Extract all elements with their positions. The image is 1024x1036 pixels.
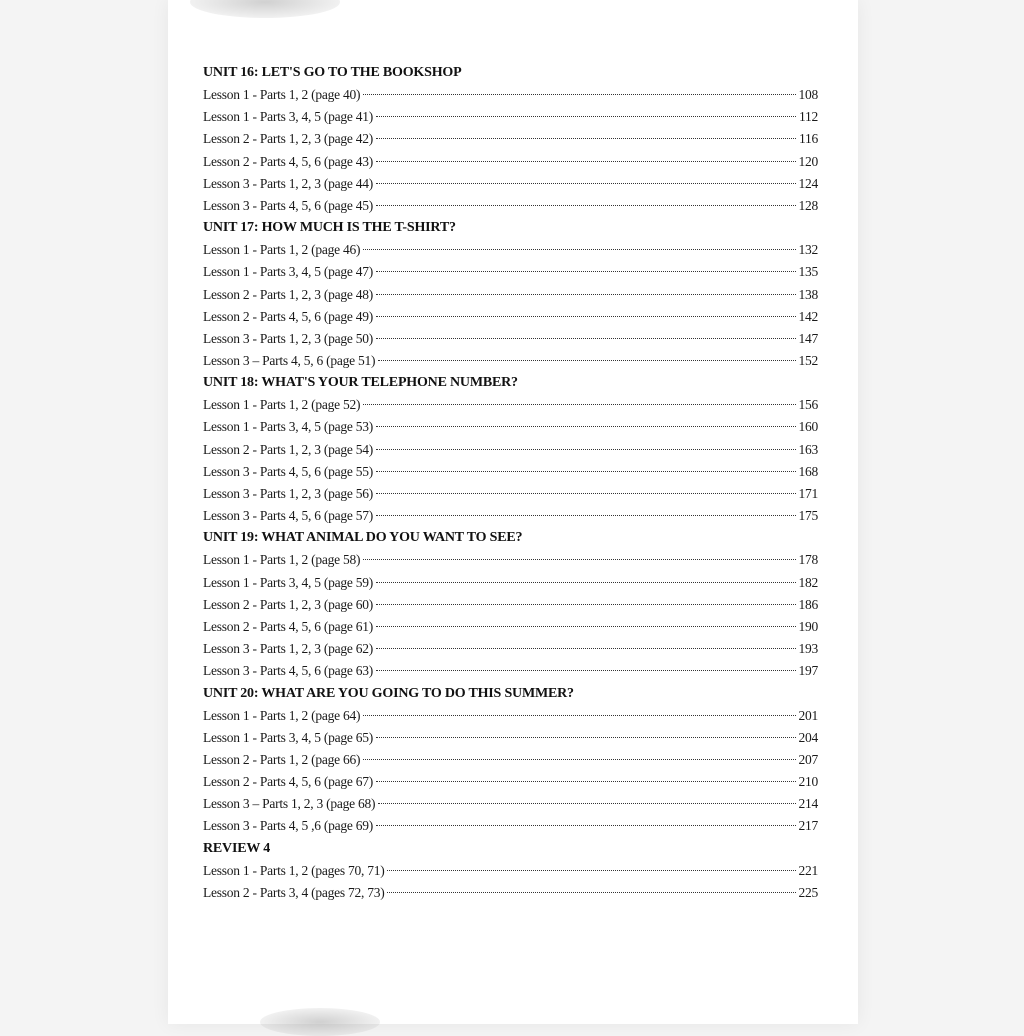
dot-leader <box>387 892 795 893</box>
entry-page-number: 124 <box>798 175 818 191</box>
entry-page-number: 112 <box>799 109 818 125</box>
dot-leader <box>363 94 795 95</box>
toc-entry <box>203 461 818 483</box>
toc-entry <box>203 705 818 727</box>
toc-entry <box>203 616 818 638</box>
entry-page-number: 152 <box>798 353 818 369</box>
entry-page-number: 156 <box>798 397 818 413</box>
unit-heading: UNIT 17: HOW MUCH IS THE T-SHIRT? <box>203 220 456 236</box>
toc-entry <box>203 549 818 571</box>
toc-entry <box>203 328 818 350</box>
toc-entry <box>203 84 818 106</box>
toc-entry <box>203 882 818 904</box>
entry-label: Lesson 2 - Parts 1, 2, 3 (page 48) <box>203 286 373 302</box>
dot-leader <box>376 449 796 450</box>
entry-page-number: 120 <box>798 153 818 169</box>
dot-leader <box>376 205 796 206</box>
toc-entry <box>203 860 818 882</box>
entry-label: Lesson 2 - Parts 1, 2, 3 (page 60) <box>203 596 373 612</box>
entry-label: Lesson 1 - Parts 3, 4, 5 (page 41) <box>203 109 373 125</box>
entry-page-number: 197 <box>798 663 818 679</box>
dot-leader <box>376 338 796 339</box>
toc-entry <box>203 572 818 594</box>
toc-entry <box>203 505 818 527</box>
dot-leader <box>387 870 795 871</box>
dot-leader <box>363 404 795 405</box>
entry-label: Lesson 1 - Parts 1, 2 (page 52) <box>203 397 361 413</box>
entry-page-number: 138 <box>798 286 818 302</box>
dot-leader <box>376 604 796 605</box>
unit-heading: UNIT 19: WHAT ANIMAL DO YOU WANT TO SEE? <box>203 530 523 546</box>
toc-entry <box>203 594 818 616</box>
dot-leader <box>376 426 796 427</box>
dot-leader <box>363 715 795 716</box>
toc-entry <box>203 638 818 660</box>
entry-page-number: 217 <box>798 818 818 834</box>
toc-entry <box>203 793 818 815</box>
entry-page-number: 147 <box>798 330 818 346</box>
toc-entry <box>203 439 818 461</box>
entry-page-number: 190 <box>798 618 818 634</box>
entry-page-number: 221 <box>798 862 818 878</box>
toc-entry <box>203 239 818 261</box>
dot-leader <box>376 670 796 671</box>
entry-page-number: 116 <box>799 131 818 147</box>
entry-page-number: 108 <box>798 87 818 102</box>
entry-label: Lesson 1 - Parts 3, 4, 5 (page 65) <box>203 729 373 745</box>
toc-entry <box>203 483 818 505</box>
entry-label: Lesson 1 - Parts 1, 2 (page 58) <box>203 552 361 568</box>
toc-entry <box>203 284 818 306</box>
entry-label: Lesson 1 - Parts 1, 2 (page 40) <box>203 87 361 102</box>
entry-page-number: 163 <box>798 441 818 457</box>
entry-label: Lesson 3 - Parts 4, 5, 6 (page 55) <box>203 463 373 479</box>
entry-page-number: 135 <box>798 264 818 280</box>
entry-label: Lesson 2 - Parts 4, 5, 6 (page 49) <box>203 308 373 324</box>
entry-page-number: 182 <box>798 574 818 590</box>
dot-leader <box>376 161 796 162</box>
dot-leader <box>376 493 796 494</box>
entry-page-number: 171 <box>798 486 818 501</box>
dot-leader <box>376 471 796 472</box>
dot-leader <box>376 582 796 583</box>
toc-entry <box>203 749 818 771</box>
dot-leader <box>376 138 796 139</box>
entry-page-number: 168 <box>798 463 818 479</box>
toc-entry <box>203 106 818 128</box>
entry-label: Lesson 1 - Parts 3, 4, 5 (page 53) <box>203 419 373 435</box>
dot-leader <box>376 648 796 649</box>
toc-entry <box>203 261 818 283</box>
entry-page-number: 128 <box>798 197 818 213</box>
entry-label: Lesson 1 - Parts 3, 4, 5 (page 59) <box>203 574 373 590</box>
dot-leader <box>378 803 795 804</box>
toc-entry <box>203 416 818 438</box>
entry-page-number: 225 <box>798 884 818 900</box>
entry-label: Lesson 2 - Parts 1, 2, 3 (page 42) <box>203 131 373 147</box>
entry-page-number: 201 <box>798 707 818 723</box>
entry-label: Lesson 3 – Parts 1, 2, 3 (page 68) <box>203 796 376 812</box>
table-of-contents <box>203 62 818 904</box>
entry-page-number: 175 <box>798 508 818 524</box>
toc-entry <box>203 151 818 173</box>
toc-entry <box>203 660 818 682</box>
entry-label: Lesson 1 - Parts 1, 2 (pages 70, 71) <box>203 862 385 878</box>
dot-leader <box>376 626 796 627</box>
entry-page-number: 178 <box>798 552 818 568</box>
toc-entry <box>203 128 818 150</box>
entry-page-number: 214 <box>798 796 818 812</box>
entry-label: Lesson 3 - Parts 1, 2, 3 (page 50) <box>203 330 373 346</box>
toc-entry <box>203 815 818 837</box>
entry-label: Lesson 2 - Parts 3, 4 (pages 72, 73) <box>203 884 385 900</box>
entry-page-number: 142 <box>798 308 818 324</box>
dot-leader <box>376 515 796 516</box>
dot-leader <box>376 825 796 826</box>
entry-label: Lesson 2 - Parts 1, 2, 3 (page 54) <box>203 441 373 457</box>
toc-entry <box>203 727 818 749</box>
entry-label: Lesson 3 - Parts 1, 2, 3 (page 44) <box>203 175 373 191</box>
dot-leader <box>378 360 795 361</box>
entry-page-number: 204 <box>798 729 818 745</box>
dot-leader <box>376 271 796 272</box>
entry-page-number: 207 <box>798 751 818 767</box>
dot-leader <box>376 183 796 184</box>
dot-leader <box>363 559 795 560</box>
entry-label: Lesson 2 - Parts 4, 5, 6 (page 61) <box>203 618 373 634</box>
unit-heading: UNIT 18: WHAT'S YOUR TELEPHONE NUMBER? <box>203 375 518 391</box>
entry-label: Lesson 1 - Parts 1, 2 (page 46) <box>203 242 361 258</box>
entry-label: Lesson 1 - Parts 3, 4, 5 (page 47) <box>203 264 373 280</box>
toc-entry <box>203 306 818 328</box>
unit-heading: UNIT 16: LET'S GO TO THE BOOKSHOP <box>203 65 462 80</box>
entry-label: Lesson 3 - Parts 4, 5 ,6 (page 69) <box>203 818 373 834</box>
toc-entry <box>203 195 818 217</box>
toc-entry <box>203 350 818 372</box>
dot-leader <box>376 737 796 738</box>
entry-page-number: 186 <box>798 596 818 612</box>
entry-label: Lesson 3 - Parts 4, 5, 6 (page 45) <box>203 197 373 213</box>
dot-leader <box>363 759 795 760</box>
dot-leader <box>376 781 796 782</box>
entry-label: Lesson 3 - Parts 1, 2, 3 (page 62) <box>203 641 373 657</box>
entry-label: Lesson 2 - Parts 1, 2 (page 66) <box>203 751 361 767</box>
entry-page-number: 132 <box>798 242 818 258</box>
toc-entry <box>203 394 818 416</box>
dot-leader <box>376 116 796 117</box>
unit-heading: REVIEW 4 <box>203 840 270 856</box>
dot-leader <box>363 249 795 250</box>
entry-page-number: 193 <box>798 641 818 657</box>
entry-label: Lesson 2 - Parts 4, 5, 6 (page 67) <box>203 774 373 790</box>
unit-heading: UNIT 20: WHAT ARE YOU GOING TO DO THIS SUMMER? <box>203 685 574 701</box>
entry-label: Lesson 3 – Parts 4, 5, 6 (page 51) <box>203 353 376 369</box>
entry-label: Lesson 3 - Parts 4, 5, 6 (page 57) <box>203 508 373 524</box>
toc-entry <box>203 771 818 793</box>
dot-leader <box>376 316 796 317</box>
scan-smudge <box>260 1008 380 1036</box>
entry-label: Lesson 3 - Parts 4, 5, 6 (page 63) <box>203 663 373 679</box>
entry-label: Lesson 1 - Parts 1, 2 (page 64) <box>203 707 361 723</box>
entry-page-number: 210 <box>798 774 818 790</box>
dot-leader <box>376 294 796 295</box>
entry-label: Lesson 3 - Parts 1, 2, 3 (page 56) <box>203 486 373 501</box>
entry-page-number: 160 <box>798 419 818 435</box>
toc-entry <box>203 173 818 195</box>
entry-label: Lesson 2 - Parts 4, 5, 6 (page 43) <box>203 153 373 169</box>
